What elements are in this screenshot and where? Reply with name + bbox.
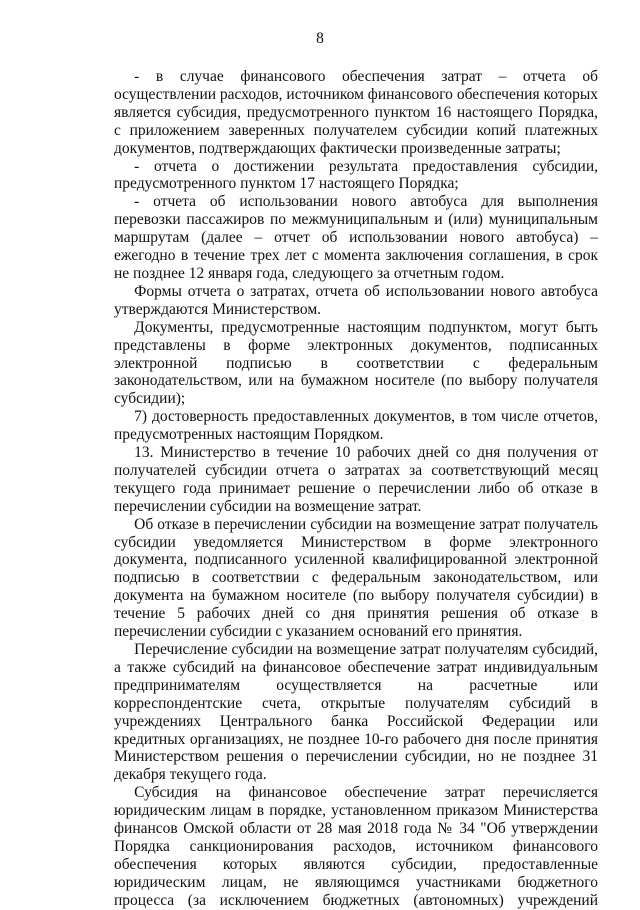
document-body: [114, 68, 598, 910]
paragraph-document-formats: Документы, предусмотренные настоящим подпунктом, могут быть представлены в форме электронных документов, подписанных электронной подписью в соответствии с федеральным законодательством, или на бумажном носителе (по выбору получателя субсидии);: [114, 318, 598, 408]
page-number: 8: [316, 30, 324, 47]
paragraph-result-report: - отчета о достижении результата предоставления субсидии, предусмотренного пунктом 17 настоящего Порядка;: [114, 157, 598, 193]
paragraph-refusal-notice: Об отказе в перечислении субсидии на возмещение затрат получатель субсидии уведомляется Министерством в форме электронного документа, подписанного усиленной квалифицированной электронной подписью в соответствии с федеральным законодательством, или документа на бумажном носителе (по выбору получателя субсидии) в течение 5 рабочих дней со дня принятия решения об отказе в перечислении субсидии с указанием оснований его принятия.: [114, 515, 598, 641]
paragraph-section-13: 13. Министерство в течение 10 рабочих дней со дня получения от получателей субсидии отчета о затратах за соответствующий месяц текущего года принимает решение о перечислении либо об отказе в перечислении субсидии на возмещение затрат.: [114, 444, 598, 515]
paragraph-report-forms: Формы отчета о затратах, отчета об использовании нового автобуса утверждаются Министерством.: [114, 282, 598, 318]
paragraph-legal-entity-transfer: Субсидия на финансовое обеспечение затрат перечисляется юридическим лицам в порядке, установленном приказом Министерства финансов Омской области от 28 мая 2018 года № 34 "Об утверждении Порядка санкционирования расходов, источником финансового обеспечения которых являются субсидии, предоставленные юридическим лицам, не являющимся участниками бюджетного процесса (за исключением бюджетных (автономных) учреждений: [114, 784, 598, 909]
paragraph-item-7: 7) достоверность предоставленных документов, в том числе отчетов, предусмотренных настоящим Порядком.: [114, 408, 598, 444]
paragraph-expense-report: - в случае финансового обеспечения затрат – отчета об осуществлении расходов, источником финансового обеспечения которых является субсидия, предусмотренного пунктом 16 настоящего Порядка, с приложением заверенных получателем субсидии копий платежных документов, подтверждающих фактически произведенные затраты;: [114, 68, 598, 157]
paragraph-bus-usage-report: - отчета об использовании нового автобуса для выполнения перевозки пассажиров по межмуниципальным и (или) муниципальным маршрутам (далее – отчет об использовании нового автобуса) – ежегодно в течение трех лет с момента заключения соглашения, в срок не позднее 12 января года, следующего за отчетным годом.: [114, 193, 598, 282]
paragraph-transfer-terms: Перечисление субсидии на возмещение затрат получателям субсидий, а также субсидий на финансовое обеспечение затрат индивидуальным предпринимателям осуществляется на расчетные или корреспондентские счета, открытые получателям субсидий в учреждениях Центрального банка Российской Федерации или кредитных организациях, не позднее 10-го рабочего дня после принятия Министерством решения о перечислении субсидии, но не позднее 31 декабря текущего года.: [114, 641, 598, 784]
